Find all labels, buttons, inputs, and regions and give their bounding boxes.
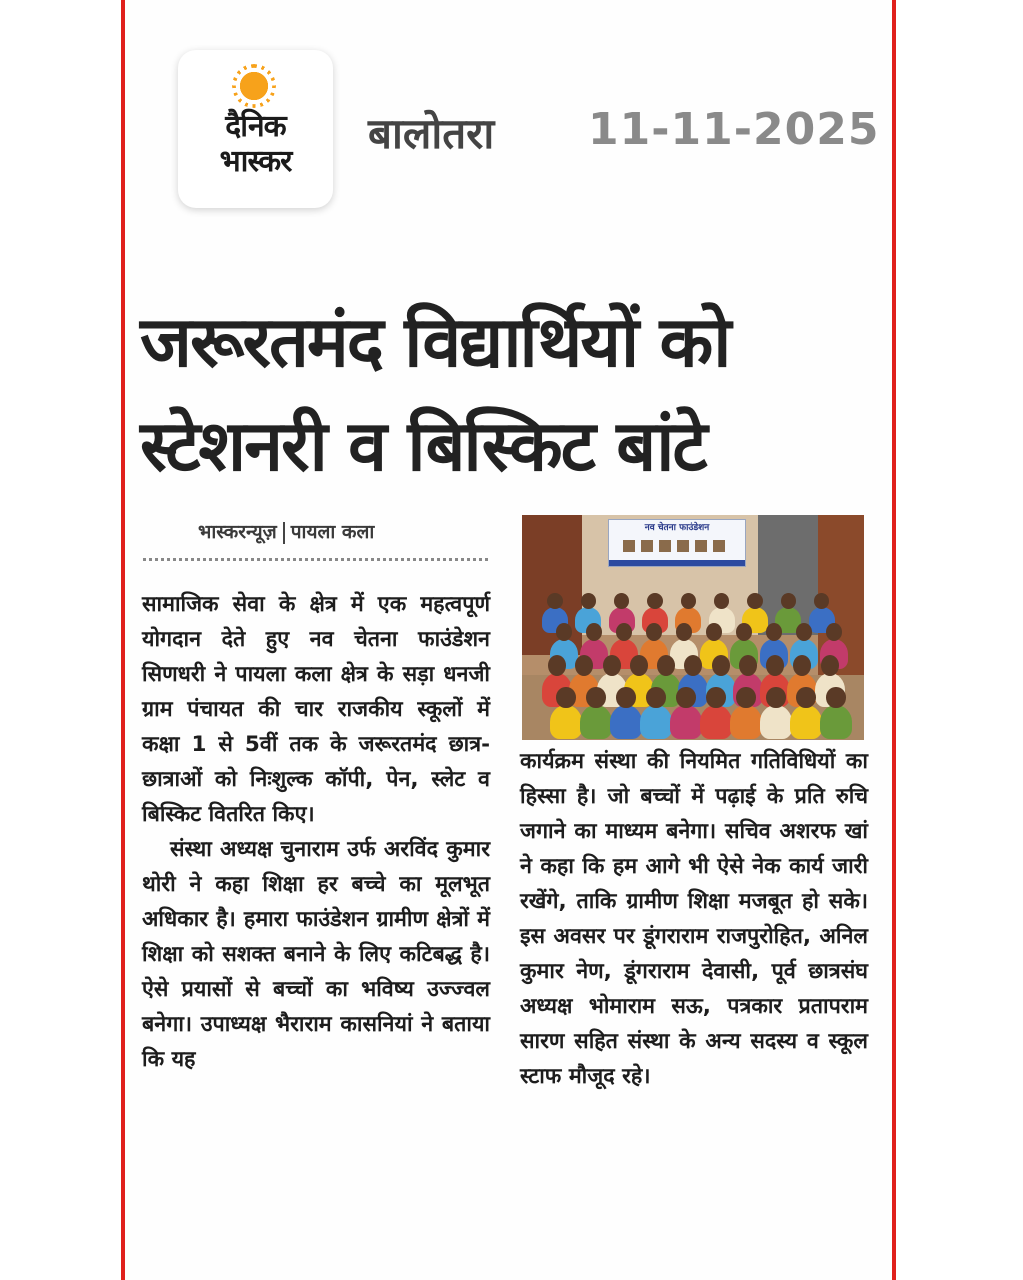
- photo-child: [670, 705, 702, 739]
- photo-child-head: [736, 623, 753, 641]
- photo-child-head: [575, 655, 593, 676]
- photo-child-head: [586, 687, 605, 708]
- photo-child-head: [646, 687, 665, 708]
- article-right-column: [520, 744, 868, 1094]
- edition-place: बालोतरा: [368, 109, 495, 158]
- byline-location: पायला कला: [290, 521, 375, 543]
- edition-date: 11-11-2025: [588, 104, 880, 155]
- photo-banner-strip: [609, 560, 745, 566]
- photo-child-head: [684, 655, 702, 676]
- photo-child-head: [681, 593, 697, 609]
- photo-child-head: [616, 623, 633, 641]
- photo-child: [730, 705, 762, 739]
- photo-child: [700, 705, 732, 739]
- photo-child-head: [821, 655, 839, 676]
- photo-child-head: [796, 687, 815, 708]
- photo-child-head: [647, 593, 663, 609]
- article-paragraph-3: कार्यक्रम संस्था की नियमित गतिविधियों का हिस्सा है। जो बच्चों में पढ़ाई के प्रति रुचि जगाने का माध्यम बनेगा। सचिव अशरफ खां ने कहा कि हम आगे भी ऐसे नेक कार्य जारी रखेंगे, ताकि ग्रामीण शिक्षा मजबूत हो सके। इस अवसर पर डूंगराराम राजपुरोहित, अनिल कुमार नेण, डूंगराराम देवासी, पूर्व छात्रसंघ अध्यक्ष भोमाराम सऊ, पत्रकार प्रतापराम सारण सहित संस्था के अन्य सदस्य व स्कूल स्टाफ मौजूद रहे।: [520, 749, 868, 1089]
- logo-line1: दैनिक: [225, 109, 286, 144]
- photo-child-head: [646, 623, 663, 641]
- photo-child-head: [548, 655, 566, 676]
- photo-child-head: [736, 687, 755, 708]
- photo-child-head: [766, 655, 784, 676]
- logo-line2: भास्कर: [219, 144, 292, 179]
- photo-door: [522, 515, 582, 655]
- sun-icon: [236, 68, 272, 104]
- photo-child: [550, 705, 582, 739]
- byline-divider: [283, 522, 285, 544]
- photo-child-head: [657, 655, 675, 676]
- photo-child-head: [603, 655, 621, 676]
- photo-child-head: [796, 623, 813, 641]
- photo-child-head: [676, 623, 693, 641]
- byline: [198, 518, 374, 544]
- dainik-bhaskar-logo: [178, 50, 333, 208]
- photo-child-head: [616, 687, 635, 708]
- headline-line2: स्टेशनरी व बिस्किट बांटे: [140, 405, 706, 487]
- dotted-divider: [143, 558, 488, 561]
- photo-child: [610, 705, 642, 739]
- photo-child-head: [766, 687, 785, 708]
- article-left-column: [142, 587, 490, 1077]
- byline-source: भास्करन्यूज़: [198, 521, 277, 543]
- photo-child-head: [547, 593, 563, 609]
- photo-child-head: [739, 655, 757, 676]
- article-paragraph-2: संस्था अध्यक्ष चुनाराम उर्फ अरविंद कुमार थोरी ने कहा शिक्षा हर बच्चे का मूलभूत अधिकार है। हमारा फाउंडेशन ग्रामीण क्षेत्रों में शिक्षा को सशक्त बनाने के लिए कटिबद्ध है। ऐसे प्रयासों से बच्चों का भविष्य उज्ज्वल बनेगा। उपाध्यक्ष भैराराम कासनियां ने बताया कि यह: [142, 837, 490, 1072]
- news-photo: [522, 515, 864, 740]
- article-paragraph-1: सामाजिक सेवा के क्षेत्र में एक महत्वपूर्ण योगदान देते हुए नव चेतना फाउंडेशन सिणधरी ने पायला कला क्षेत्र के सड़ा धनजी ग्राम पंचायत की चार राजकीय स्कूलों में कक्षा 1 से 5वीं तक के जरूरतमंद छात्र-छात्राओं को निःशुल्क कॉपी, पेन, स्लेट व बिस्किट वितरित किए।: [142, 592, 490, 827]
- photo-child-head: [781, 593, 797, 609]
- photo-child-head: [766, 623, 783, 641]
- photo-child: [640, 705, 672, 739]
- photo-child-head: [556, 687, 575, 708]
- photo-child-head: [712, 655, 730, 676]
- photo-child-head: [706, 687, 725, 708]
- photo-banner-faces: [623, 540, 731, 552]
- photo-child: [820, 705, 852, 739]
- photo-child-head: [826, 687, 845, 708]
- photo-child: [580, 705, 612, 739]
- photo-child-head: [793, 655, 811, 676]
- headline-line1: जरूरतमंद विद्यार्थियों को: [140, 301, 730, 383]
- photo-banner: [608, 519, 746, 567]
- headline: [140, 290, 880, 498]
- photo-child-head: [706, 623, 723, 641]
- photo-child-head: [630, 655, 648, 676]
- photo-child-head: [586, 623, 603, 641]
- photo-child: [790, 705, 822, 739]
- photo-child-head: [581, 593, 597, 609]
- photo-child-head: [676, 687, 695, 708]
- photo-banner-text: नव चेतना फाउंडेशन: [644, 523, 710, 533]
- photo-child-head: [747, 593, 763, 609]
- photo-child: [760, 705, 792, 739]
